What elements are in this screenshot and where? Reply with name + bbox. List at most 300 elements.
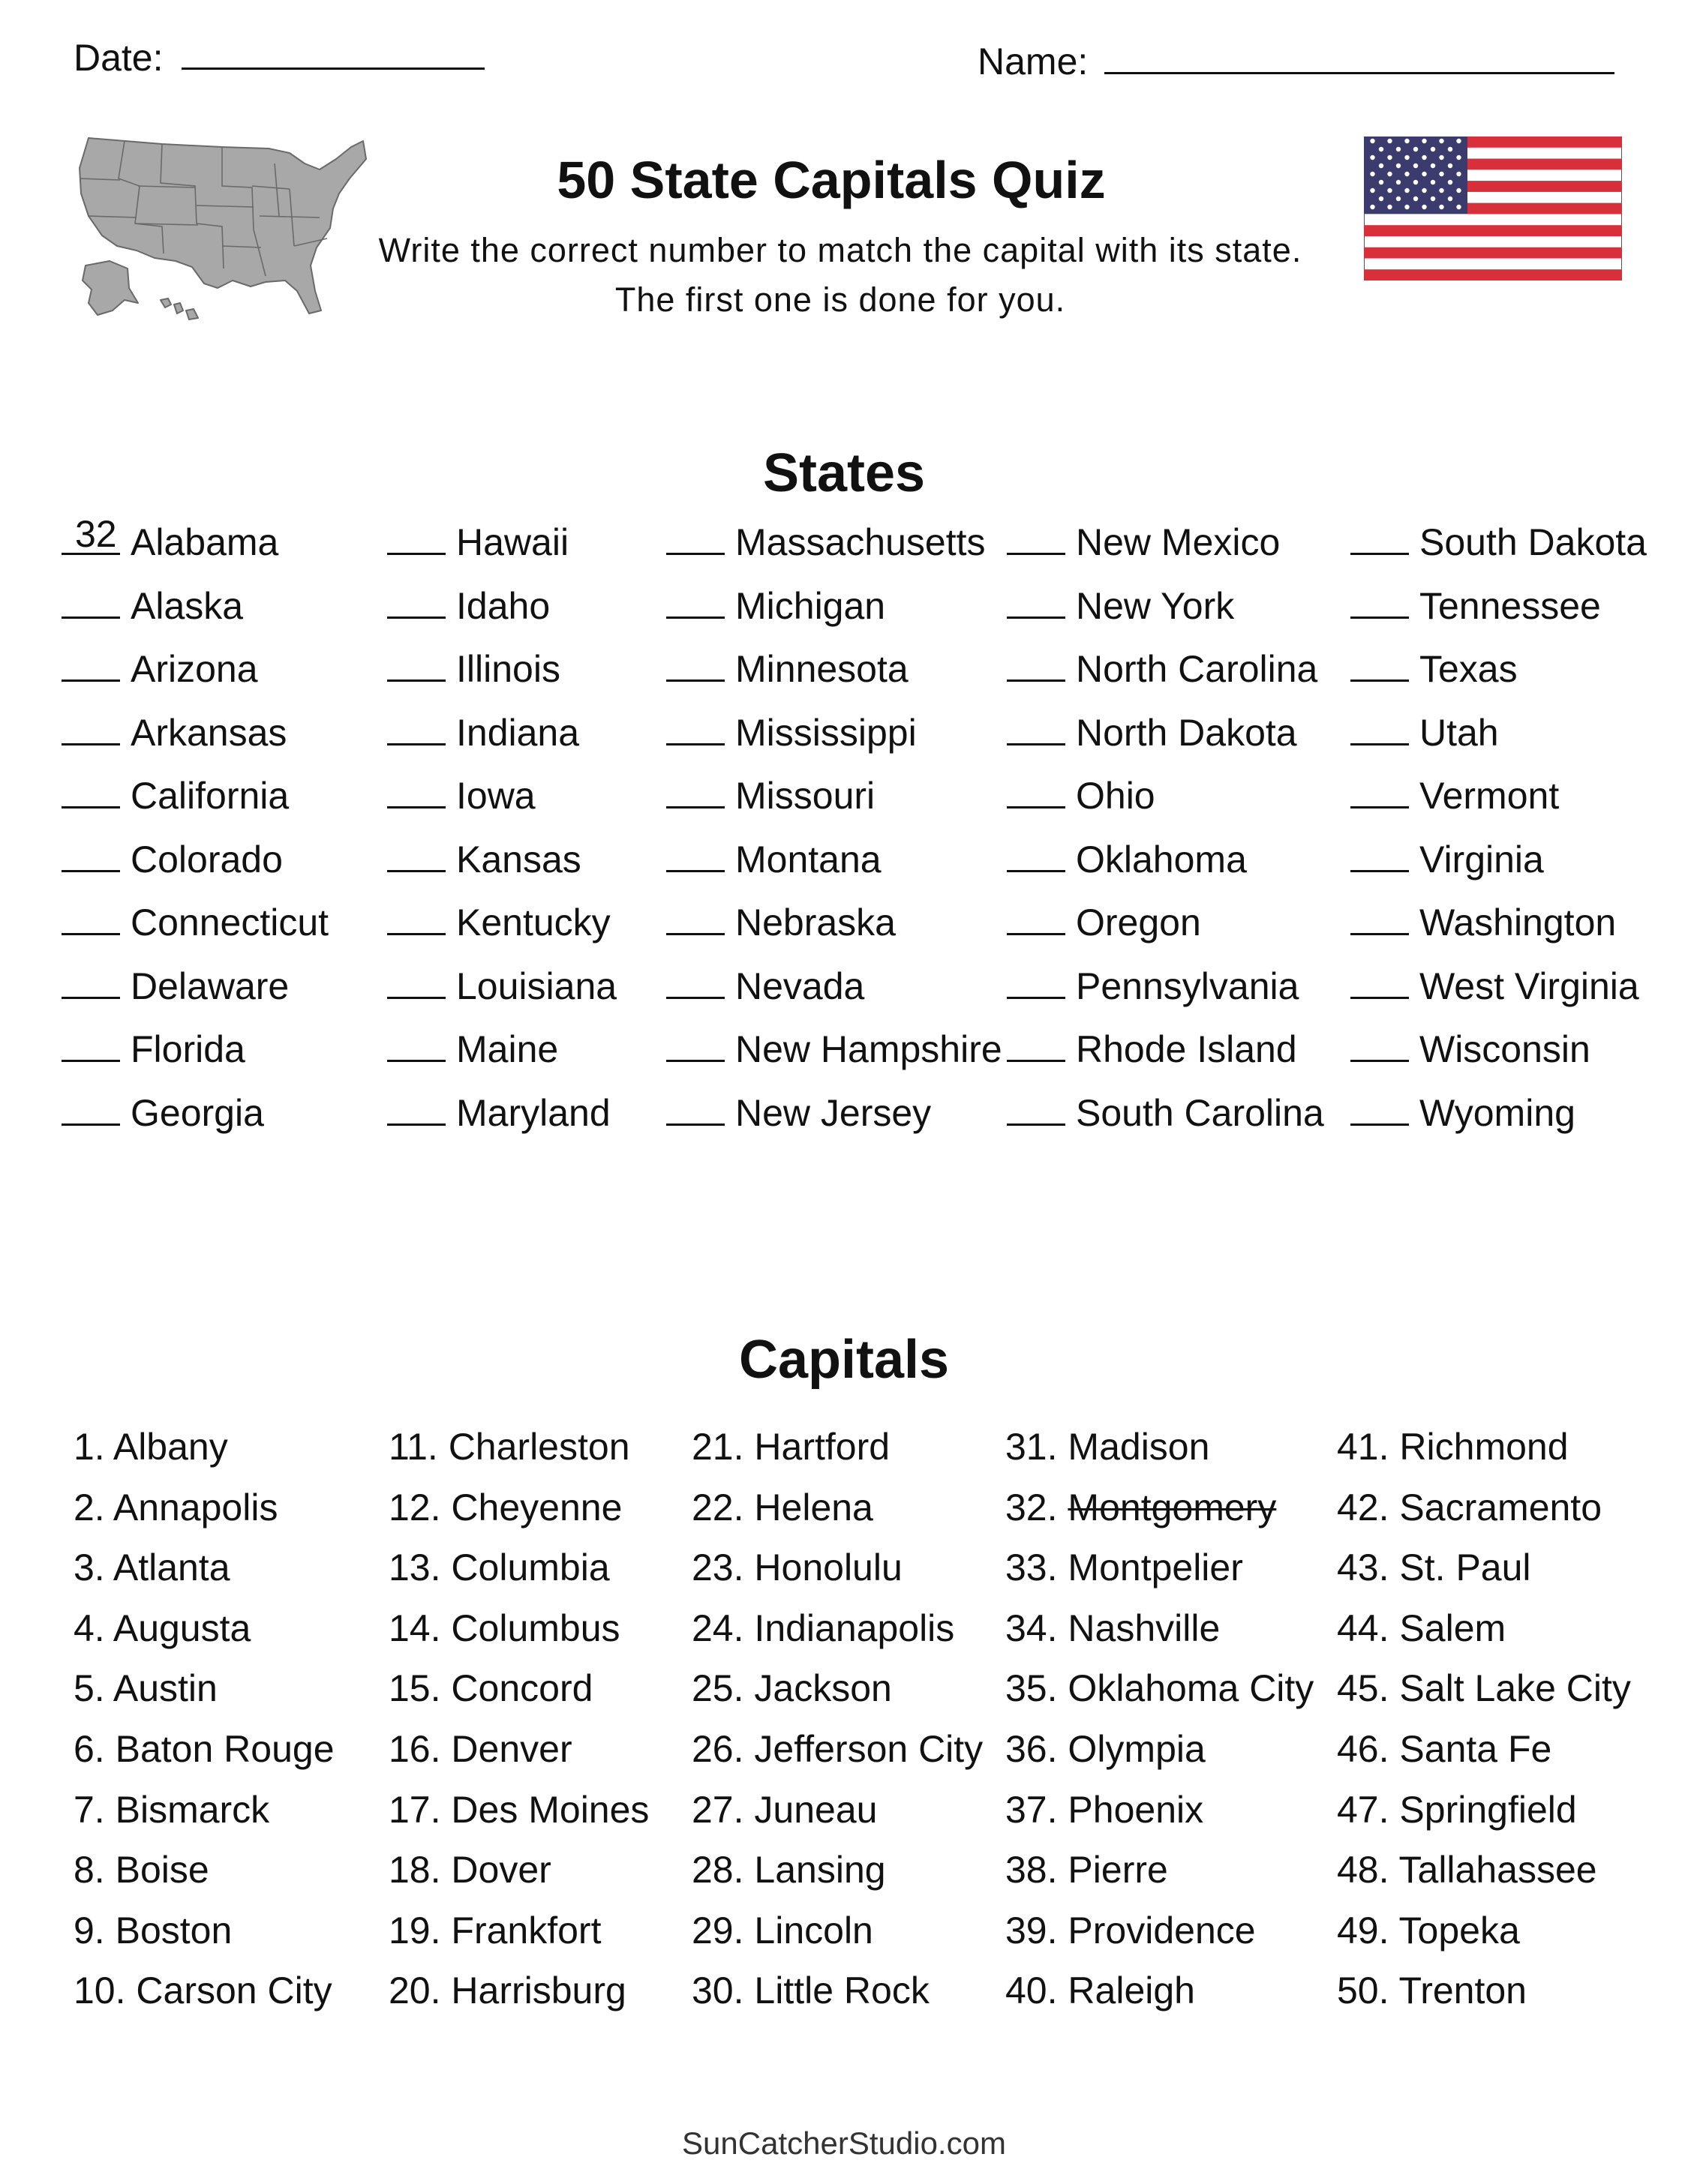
state-item (1350, 896, 1616, 942)
state-item (62, 515, 278, 562)
capital-item (74, 1484, 278, 1531)
answer-blank[interactable] (62, 769, 120, 808)
capital-name: Augusta (113, 1606, 251, 1649)
capital-name: Indianapolis (754, 1606, 955, 1649)
state-item (1350, 832, 1544, 879)
capital-item (1005, 1786, 1203, 1833)
state-item (1350, 642, 1518, 688)
state-item (666, 959, 864, 1006)
answer-blank[interactable] (62, 642, 120, 682)
capital-name: Providence (1068, 1909, 1256, 1952)
capital-number: 46. (1337, 1728, 1389, 1770)
answer-blank[interactable] (666, 1022, 725, 1062)
answer-blank[interactable] (387, 959, 446, 999)
state-item (62, 1022, 245, 1069)
capital-name: Oklahoma City (1068, 1667, 1314, 1710)
state-item (1007, 642, 1317, 688)
capital-item (1005, 1967, 1195, 2014)
state-name: Virginia (1419, 838, 1544, 880)
state-name: Connecticut (131, 902, 329, 944)
capital-number: 41. (1337, 1426, 1389, 1468)
answer-blank[interactable] (62, 959, 120, 999)
capital-item (389, 1484, 622, 1531)
capital-number: 15. (389, 1667, 441, 1710)
state-item (1007, 1022, 1297, 1069)
capital-number: 42. (1337, 1486, 1389, 1528)
capital-number: 47. (1337, 1788, 1389, 1831)
state-item (1007, 579, 1234, 626)
state-name: Michigan (735, 584, 886, 627)
capital-name: Dover (451, 1849, 551, 1892)
state-item (666, 706, 917, 752)
capital-item (389, 1605, 620, 1652)
capital-number: 8. (74, 1849, 105, 1892)
answer-blank[interactable] (387, 706, 446, 746)
state-name: Wisconsin (1419, 1028, 1590, 1070)
state-item (1350, 1086, 1575, 1132)
capital-name: Cheyenne (451, 1486, 623, 1528)
state-name: Rhode Island (1076, 1028, 1297, 1070)
capital-item (1337, 1967, 1527, 2014)
capital-number: 23. (692, 1546, 744, 1589)
answer-blank[interactable] (1007, 706, 1065, 746)
capital-number: 16. (389, 1728, 441, 1770)
state-item (1007, 706, 1297, 752)
answer-blank[interactable] (1350, 959, 1409, 999)
capital-name: Charleston (448, 1426, 630, 1468)
answer-blank[interactable] (666, 896, 725, 935)
answer-blank[interactable] (62, 515, 120, 555)
answer-blank[interactable] (387, 832, 446, 872)
capital-name: Annapolis (113, 1486, 278, 1528)
capital-item (1005, 1605, 1220, 1652)
answer-blank[interactable] (62, 832, 120, 872)
capital-number: 43. (1337, 1546, 1389, 1589)
capital-number: 14. (389, 1606, 441, 1649)
state-name: New Jersey (735, 1091, 932, 1134)
capital-name: Lansing (754, 1849, 886, 1892)
state-item (666, 515, 985, 562)
capital-name: Little Rock (754, 1970, 930, 2012)
capital-number: 22. (692, 1486, 744, 1528)
state-name: Ohio (1076, 775, 1155, 817)
answer-blank[interactable] (666, 959, 725, 999)
answer-blank[interactable] (1350, 896, 1409, 935)
answer-blank[interactable] (1350, 832, 1409, 872)
capital-item (389, 1726, 572, 1772)
capital-item (74, 1544, 230, 1591)
state-item (1007, 769, 1155, 815)
capital-number: 6. (74, 1728, 105, 1770)
capital-number: 10. (74, 1970, 126, 2012)
state-item (1350, 515, 1647, 562)
answer-blank[interactable] (1350, 769, 1409, 808)
date-label: Date: (74, 37, 164, 79)
state-item (62, 1086, 264, 1132)
answer-blank[interactable] (62, 896, 120, 935)
capital-name: Pierre (1068, 1849, 1168, 1892)
capital-number: 28. (692, 1849, 744, 1892)
state-item (387, 959, 617, 1006)
state-name: California (131, 775, 290, 817)
capital-item (1337, 1484, 1602, 1531)
capital-name: St. Paul (1399, 1546, 1531, 1589)
capital-number: 17. (389, 1788, 441, 1831)
answer-blank[interactable] (1007, 642, 1065, 682)
state-name: Illinois (456, 648, 560, 690)
capital-name: Helena (754, 1486, 873, 1528)
state-name: Massachusetts (735, 521, 986, 563)
state-item (387, 642, 560, 688)
capital-number: 12. (389, 1486, 441, 1528)
capital-item (1005, 1484, 1276, 1531)
answer-blank[interactable] (1350, 515, 1409, 555)
capital-item (1337, 1846, 1597, 1893)
capital-number: 30. (692, 1970, 744, 2012)
state-item (62, 706, 287, 752)
capital-number: 2. (74, 1486, 105, 1528)
capital-item (74, 1846, 209, 1893)
capital-item (1005, 1846, 1168, 1893)
state-name: Iowa (456, 775, 536, 817)
capital-item (1005, 1424, 1209, 1470)
capitals-heading: Capitals (738, 1330, 950, 1390)
state-name: Idaho (456, 584, 551, 627)
state-name: South Carolina (1076, 1091, 1324, 1134)
state-item (1007, 1086, 1324, 1132)
capital-number: 3. (74, 1546, 105, 1589)
capital-item (74, 1665, 218, 1712)
answer-blank[interactable] (1350, 1086, 1409, 1126)
capital-number: 20. (389, 1970, 441, 2012)
capital-name: Madison (1068, 1426, 1210, 1468)
capital-name: Olympia (1068, 1728, 1206, 1770)
state-name: Maine (456, 1028, 559, 1070)
capital-name: Montpelier (1068, 1546, 1243, 1589)
capital-name: Honolulu (754, 1546, 903, 1589)
state-name: West Virginia (1419, 964, 1639, 1007)
answer-blank[interactable] (1350, 579, 1409, 619)
state-item (62, 896, 329, 942)
capital-name: Richmond (1399, 1426, 1569, 1468)
state-name: South Dakota (1419, 521, 1647, 563)
state-name: Louisiana (456, 964, 617, 1007)
capital-number: 13. (389, 1546, 441, 1589)
capital-number: 45. (1337, 1667, 1389, 1710)
capital-number: 7. (74, 1788, 105, 1831)
answer-blank[interactable] (62, 1086, 120, 1126)
capital-number: 24. (692, 1606, 744, 1649)
capital-name: Santa Fe (1399, 1728, 1552, 1770)
date-field[interactable] (182, 68, 485, 70)
state-name: Colorado (131, 838, 283, 880)
state-name: Tennessee (1419, 584, 1601, 627)
state-item (62, 832, 283, 879)
state-item (387, 515, 569, 562)
capital-item (692, 1967, 930, 2014)
answer-blank[interactable] (666, 515, 725, 555)
state-name: Indiana (456, 711, 580, 754)
capital-item (1005, 1544, 1243, 1591)
capital-item (389, 1846, 551, 1893)
answer-blank[interactable] (1007, 832, 1065, 872)
name-label: Name: (978, 40, 1089, 82)
answer-blank[interactable] (1350, 1022, 1409, 1062)
answer-blank[interactable] (387, 896, 446, 935)
capital-item (74, 1726, 335, 1772)
answer-blank[interactable] (666, 832, 725, 872)
state-name: Vermont (1419, 775, 1560, 817)
capital-name: Concord (451, 1667, 593, 1710)
capital-item (1005, 1726, 1206, 1772)
state-name: Nebraska (735, 902, 896, 944)
capital-number: 31. (1005, 1426, 1058, 1468)
capital-number: 4. (74, 1606, 105, 1649)
answer-blank[interactable] (666, 1086, 725, 1126)
capital-name: Juneau (754, 1788, 878, 1831)
capital-item (1337, 1665, 1631, 1712)
capital-item (389, 1544, 610, 1591)
answer-blank[interactable] (387, 1086, 446, 1126)
capital-name: Lincoln (754, 1909, 873, 1952)
state-item (62, 959, 289, 1006)
capital-number: 35. (1005, 1667, 1058, 1710)
page-title: 50 State Capitals Quiz (557, 151, 1106, 209)
capital-number: 40. (1005, 1970, 1058, 2012)
answer-blank[interactable] (387, 579, 446, 619)
capital-name: Topeka (1398, 1909, 1520, 1952)
capital-name: Jackson (754, 1667, 892, 1710)
answer-blank[interactable] (387, 642, 446, 682)
state-name: Hawaii (456, 521, 569, 563)
state-name: New Hampshire (735, 1028, 1002, 1070)
state-name: Montana (735, 838, 882, 880)
us-flag-icon (1364, 136, 1622, 280)
capital-name: Frankfort (451, 1909, 602, 1952)
capital-name: Raleigh (1068, 1970, 1195, 2012)
state-item (666, 1022, 1002, 1069)
states-heading: States (762, 443, 926, 503)
instruction-line-2: The first one is done for you. (614, 280, 1066, 319)
capital-number: 5. (74, 1667, 105, 1710)
capital-item (74, 1786, 269, 1833)
answer-blank[interactable] (1007, 896, 1065, 935)
state-item (1350, 579, 1601, 626)
capital-item (1005, 1907, 1256, 1954)
answer-blank[interactable] (666, 642, 725, 682)
instruction-line-1: Write the correct number to match the capital with its state. (378, 231, 1302, 269)
name-field[interactable] (1104, 72, 1614, 74)
answer-blank[interactable] (387, 515, 446, 555)
state-name: Georgia (131, 1091, 264, 1134)
capital-number: 33. (1005, 1546, 1058, 1589)
answer-blank[interactable] (1007, 769, 1065, 808)
state-item (1007, 959, 1299, 1006)
state-item (387, 769, 536, 815)
capital-name: Nashville (1068, 1606, 1221, 1649)
capital-name: Montgomery (1068, 1486, 1277, 1528)
state-name: Florida (131, 1028, 245, 1070)
capital-number: 26. (692, 1728, 744, 1770)
state-name: Texas (1419, 648, 1518, 690)
capital-number: 19. (389, 1909, 441, 1952)
capital-number: 11. (389, 1426, 438, 1468)
answer-blank[interactable] (666, 706, 725, 746)
state-item (666, 896, 896, 942)
capital-name: Carson City (136, 1970, 332, 2012)
state-name: Missouri (735, 775, 876, 817)
capital-name: Boston (115, 1909, 233, 1952)
capital-name: Jefferson City (754, 1728, 984, 1770)
state-item (666, 832, 882, 879)
capital-name: Tallahassee (1398, 1849, 1597, 1892)
answer-blank[interactable] (1007, 1022, 1065, 1062)
capital-number: 50. (1337, 1970, 1389, 2012)
state-item (387, 1022, 558, 1069)
answer-blank[interactable] (666, 579, 725, 619)
capital-name: Trenton (1398, 1970, 1527, 2012)
state-item (387, 706, 579, 752)
capital-item (1337, 1907, 1520, 1954)
capital-item (389, 1665, 593, 1712)
capital-name: Salem (1399, 1606, 1506, 1649)
answer-blank[interactable] (666, 769, 725, 808)
capital-number: 34. (1005, 1606, 1058, 1649)
state-name: Utah (1419, 711, 1499, 754)
capital-item (74, 1424, 228, 1470)
capital-item (692, 1544, 903, 1591)
capital-number: 38. (1005, 1849, 1058, 1892)
answer-blank[interactable] (62, 1022, 120, 1062)
state-name: Kentucky (456, 902, 611, 944)
capital-item (1337, 1786, 1577, 1833)
state-name: Alabama (131, 521, 279, 563)
capital-item (389, 1786, 649, 1833)
state-name: Washington (1419, 902, 1617, 944)
state-item (666, 1086, 931, 1132)
state-item (1350, 1022, 1590, 1069)
capital-number: 29. (692, 1909, 744, 1952)
state-name: New York (1076, 584, 1235, 627)
state-name: Maryland (456, 1091, 611, 1134)
state-name: Oregon (1076, 902, 1201, 944)
state-name: Arizona (131, 648, 258, 690)
capital-item (389, 1424, 630, 1470)
capital-name: Sacramento (1399, 1486, 1602, 1528)
capital-name: Boise (115, 1849, 209, 1892)
state-name: Pennsylvania (1076, 964, 1299, 1007)
state-name: North Carolina (1076, 648, 1318, 690)
capital-item (692, 1907, 873, 1954)
capital-item (692, 1424, 890, 1470)
state-item (1350, 959, 1639, 1006)
state-item (387, 579, 550, 626)
capital-item (692, 1726, 983, 1772)
answer-blank[interactable] (1007, 515, 1065, 555)
capital-number: 18. (389, 1849, 441, 1892)
capital-item (692, 1605, 954, 1652)
answer-blank[interactable] (1007, 1086, 1065, 1126)
capital-number: 25. (692, 1667, 744, 1710)
state-item (387, 896, 611, 942)
answer-blank[interactable] (1007, 579, 1065, 619)
capital-number: 9. (74, 1909, 105, 1952)
capital-name: Baton Rouge (115, 1728, 335, 1770)
footer-site: SunCatcherStudio.com (682, 2126, 1006, 2161)
capital-number: 21. (692, 1426, 744, 1468)
state-item (1007, 896, 1201, 942)
answer-blank[interactable] (387, 1022, 446, 1062)
answer-blank[interactable] (387, 769, 446, 808)
state-item (62, 642, 258, 688)
answer-blank[interactable] (62, 706, 120, 746)
capital-number: 44. (1337, 1606, 1389, 1649)
capital-name: Bismarck (115, 1788, 270, 1831)
state-name: New Mexico (1076, 521, 1281, 563)
answer-blank[interactable] (1350, 706, 1409, 746)
capital-name: Columbia (451, 1546, 610, 1589)
capital-item (692, 1846, 886, 1893)
capital-item (389, 1967, 626, 2014)
capital-name: Denver (451, 1728, 572, 1770)
state-item (1350, 769, 1559, 815)
capital-number: 39. (1005, 1909, 1058, 1952)
capital-number: 1. (74, 1426, 105, 1468)
state-item (62, 769, 289, 815)
capital-name: Harrisburg (451, 1970, 626, 2012)
state-name: Nevada (735, 964, 865, 1007)
capital-item (692, 1484, 873, 1531)
state-item (1350, 706, 1499, 752)
capital-item (74, 1907, 232, 1954)
state-item (666, 769, 875, 815)
state-name: Mississippi (735, 711, 917, 754)
state-name: Delaware (131, 964, 290, 1007)
capital-name: Des Moines (451, 1788, 650, 1831)
capital-item (1337, 1544, 1531, 1591)
answer-blank[interactable] (1350, 642, 1409, 682)
capital-name: Salt Lake City (1399, 1667, 1631, 1710)
state-name: Minnesota (735, 648, 909, 690)
capital-name: Springfield (1399, 1788, 1577, 1831)
state-name: Kansas (456, 838, 581, 880)
state-item (387, 832, 581, 879)
capital-item (389, 1907, 601, 1954)
capital-number: 48. (1337, 1849, 1389, 1892)
answer-text: 32 (75, 513, 117, 555)
answer-blank[interactable] (1007, 959, 1065, 999)
state-item (387, 1086, 611, 1132)
capital-name: Columbus (451, 1606, 620, 1649)
state-name: North Dakota (1076, 711, 1297, 754)
state-name: Wyoming (1419, 1091, 1575, 1134)
state-item (62, 579, 243, 626)
state-item (666, 642, 909, 688)
state-name: Oklahoma (1076, 838, 1247, 880)
capital-item (1005, 1665, 1314, 1712)
capital-name: Phoenix (1068, 1788, 1204, 1831)
capital-item (74, 1967, 332, 2014)
capital-number: 32. (1005, 1486, 1058, 1528)
answer-blank[interactable] (62, 579, 120, 619)
capital-number: 36. (1005, 1728, 1058, 1770)
state-name: Alaska (131, 584, 244, 627)
capital-item (692, 1786, 877, 1833)
capital-number: 49. (1337, 1909, 1389, 1952)
state-item (666, 579, 885, 626)
state-item (1007, 515, 1280, 562)
capital-number: 37. (1005, 1788, 1058, 1831)
